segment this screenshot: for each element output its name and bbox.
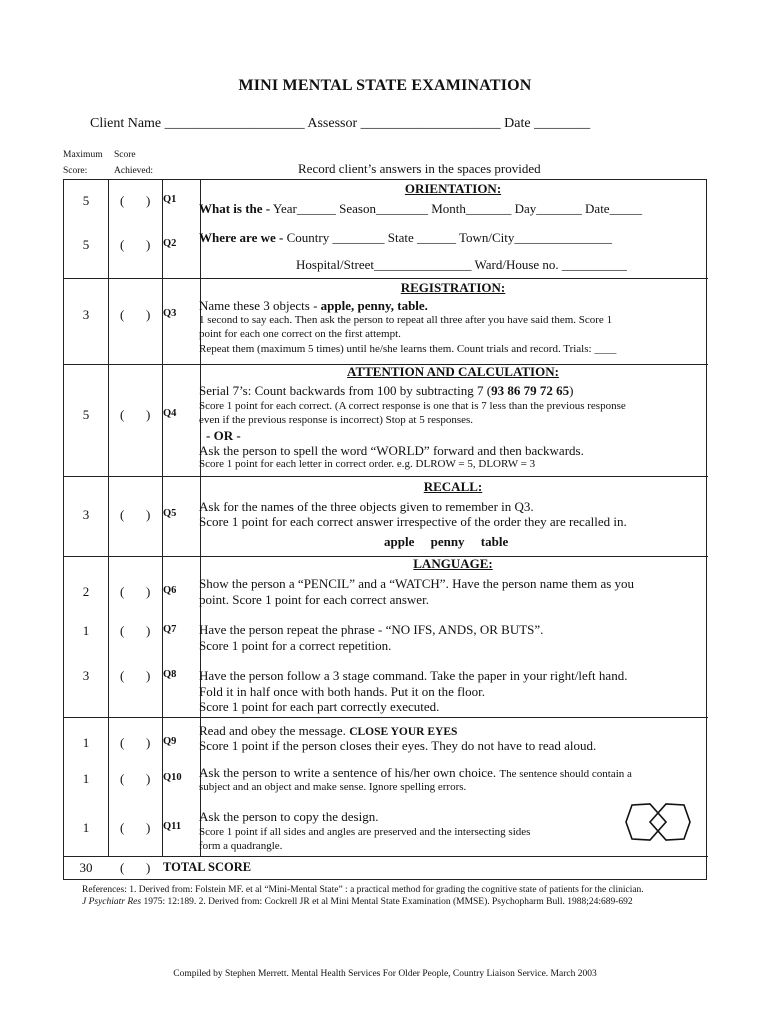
q3-text-line1: Name these 3 objects - apple, penny, table. <box>199 298 428 313</box>
q8-text-line1: Have the person follow a 3 stage command. Take the paper in your right/left hand. <box>199 668 628 683</box>
mmse-table: 5 ( ) Q1 5 ( ) Q2 3 ( ) Q3 5 ( ) Q4 3 ( ) Q5 2 ( ) Q6 1 ( ) Q7 3 ( ) Q8 1 ( ) Q9 1 ( ) Q10 1 ( ) Q11 30 ( ) TOTAL SCORE <box>63 179 707 880</box>
max-score-q1: 5 <box>82 193 90 208</box>
q1-text: What is the - Year______ Season________ Month_______ Day_______ Date_____ <box>199 201 643 216</box>
score-label: Score: <box>63 166 88 176</box>
q4-text-line5: Score 1 point for each letter in correct order. e.g. DLROW = 5, DLORW = 3 <box>199 458 536 470</box>
score-label-top: Score <box>114 150 136 160</box>
q6-text-line1: Show the person a “PENCIL” and a “WATCH”. Have the person name them as you <box>199 576 635 591</box>
question-id-q8: Q8 <box>163 669 177 680</box>
q11-text-line2: Score 1 point if all sides and angles are preserved and the intersecting sides <box>199 826 531 838</box>
max-score-q6: 2 <box>82 584 90 599</box>
section-attention: ATTENTION AND CALCULATION: <box>347 364 559 379</box>
question-id-q2: Q2 <box>163 238 177 249</box>
achieved-label: Achieved: <box>114 166 154 176</box>
question-id-q9: Q9 <box>163 736 177 747</box>
q6-text-line2: point. Score 1 point for each correct answer. <box>199 592 429 607</box>
q8-text-line2: Fold it in half once with both hands. Put it on the floor. <box>199 684 485 699</box>
q3-text-line2: 1 second to say each. Then ask the person to repeat all three after you have said them. Score 1 <box>199 314 613 326</box>
max-score-q10: 1 <box>82 771 90 786</box>
reference-line-2: J Psychiatr Res 1975: 12:189. 2. Derived from: Cockrell JR et al Mini Mental State Examination (MMSE). Psychopharm Bull. 1988;24:689-692 <box>82 897 633 907</box>
q3-text-line3: point for each one correct on the first attempt. <box>199 328 401 340</box>
q2-text: Where are we - Country ________ State ______ Town/City_______________ <box>199 230 612 245</box>
footer-credit: Compiled by Stephen Merrett. Mental Health Services For Older People, Country Liaison Service. March 2003 <box>173 969 597 979</box>
section-registration: REGISTRATION: <box>400 280 506 295</box>
max-score-q7: 1 <box>82 623 90 638</box>
question-id-q3: Q3 <box>163 308 177 319</box>
client-assessor-date-line: Client Name ____________________ Assessor ____________________ Date ________ <box>90 116 591 131</box>
question-id-q5: Q5 <box>163 508 177 519</box>
q9-text-line2: Score 1 point if the person closes their eyes. They do not have to read aloud. <box>199 738 597 753</box>
q11-text-line1: Ask the person to copy the design. <box>199 809 379 824</box>
row-divider <box>64 856 708 857</box>
q5-text-line1: Ask for the names of the three objects given to remember in Q3. <box>199 499 534 514</box>
section-recall: RECALL: <box>423 479 483 494</box>
max-score-q9: 1 <box>82 735 90 750</box>
total-max-score: 30 <box>79 860 93 875</box>
q3-text-line4: Repeat them (maximum 5 times) until he/she learns them. Count trials and record. Trials: ____ <box>199 343 617 355</box>
question-id-q10: Q10 <box>163 772 182 783</box>
q4-text-line1: Serial 7’s: Count backwards from 100 by subtracting 7 (93 86 79 72 65) <box>199 383 574 398</box>
q4-text-line4: Ask the person to spell the word “WORLD” forward and then backwards. <box>199 443 584 458</box>
maximum-label: Maximum <box>63 150 103 160</box>
q10-text-line1: Ask the person to write a sentence of his/her own choice. The sentence should contain a <box>199 765 632 780</box>
page-title: MINI MENTAL STATE EXAMINATION <box>238 77 532 94</box>
q5-objects: apple penny table <box>384 534 509 549</box>
references <box>82 884 644 908</box>
section-orientation: ORIENTATION: <box>404 181 502 196</box>
q4-or-divider: - OR - <box>206 428 241 443</box>
question-id-q7: Q7 <box>163 624 177 635</box>
q9-text-line1: Read and obey the message. CLOSE YOUR EYES <box>199 723 458 738</box>
question-id-q6: Q6 <box>163 585 177 596</box>
q2-text-line2: Hospital/Street_______________ Ward/House no. __________ <box>296 257 627 272</box>
q4-text-line2: Score 1 point for each correct. (A correct response is one that is 7 less than the previous response <box>199 400 626 412</box>
row-divider <box>64 476 708 477</box>
q11-text-line3: form a quadrangle. <box>199 840 283 852</box>
total-score-label: TOTAL SCORE <box>163 860 252 874</box>
max-score-q4: 5 <box>82 407 90 422</box>
reference-line-1: References: 1. Derived from: Folstein MF. et al “Mini-Mental State” : a practical method for grading the cognitive state of patients for the clinician. <box>82 885 644 895</box>
question-id-q1: Q1 <box>163 194 177 205</box>
section-language: LANGUAGE: <box>413 556 493 571</box>
max-score-q2: 5 <box>82 237 90 252</box>
row-divider <box>64 717 708 718</box>
q7-text-line1: Have the person repeat the phrase - “NO IFS, ANDS, OR BUTS”. <box>199 622 544 637</box>
record-instruction: Record client’s answers in the spaces provided <box>298 161 541 176</box>
q5-text-line2: Score 1 point for each correct answer irrespective of the order they are recalled in. <box>199 514 627 529</box>
max-score-q5: 3 <box>82 507 90 522</box>
question-id-q4: Q4 <box>163 408 177 419</box>
max-score-q8: 3 <box>82 668 90 683</box>
q4-text-line3: even if the previous response is incorrect) Stop at 5 responses. <box>199 414 474 426</box>
col-divider-max <box>108 180 109 857</box>
max-score-q3: 3 <box>82 307 90 322</box>
intersecting-pentagons-design <box>622 800 694 844</box>
q10-text-line2: subject and an object and make sense. Ignore spelling errors. <box>199 781 467 793</box>
question-id-q11: Q11 <box>163 821 182 832</box>
q7-text-line2: Score 1 point for a correct repetition. <box>199 638 392 653</box>
max-score-q11: 1 <box>82 820 90 835</box>
row-divider <box>64 278 708 279</box>
q8-text-line3: Score 1 point for each part correctly executed. <box>199 699 440 714</box>
